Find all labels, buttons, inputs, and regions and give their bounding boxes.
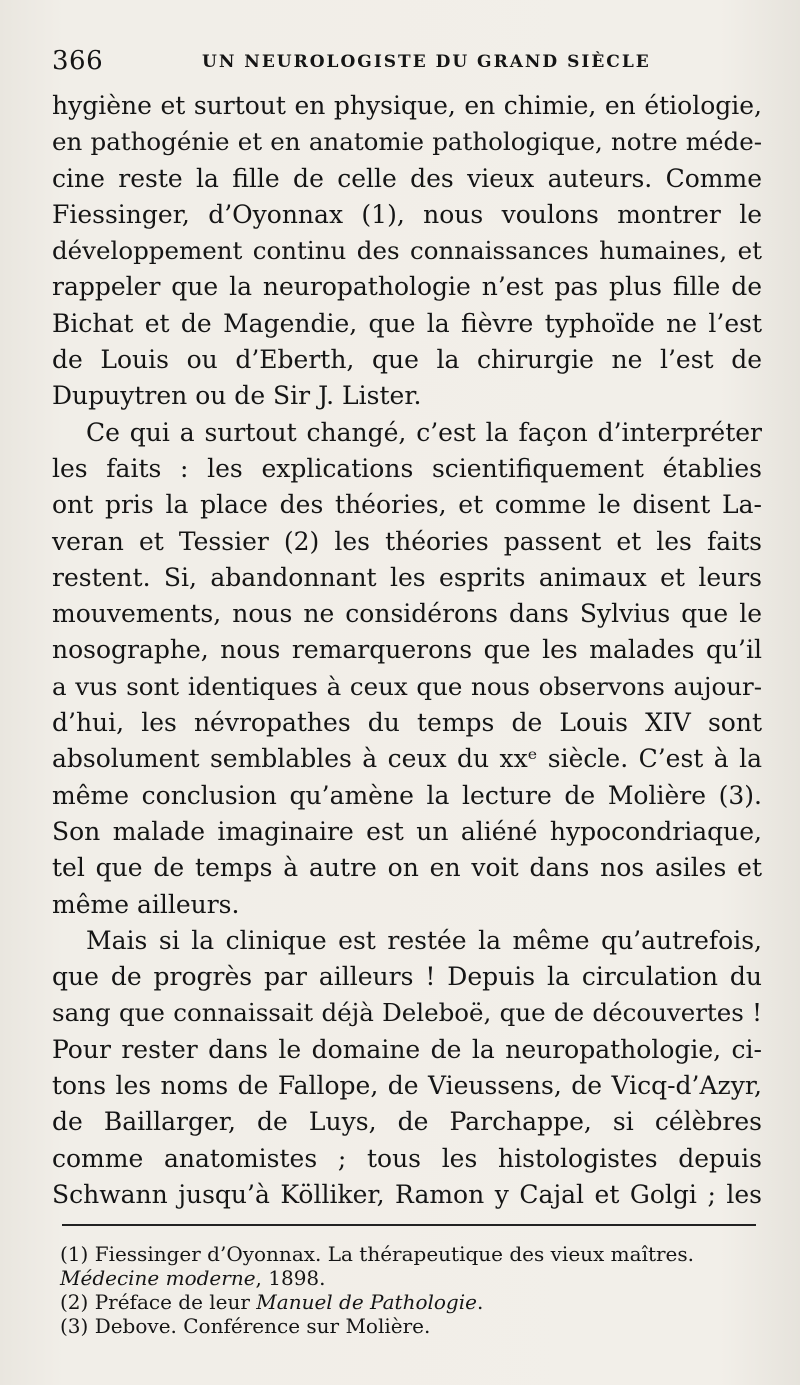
text-line: même ailleurs. — [52, 889, 240, 919]
text-line: Dupuytren ou de Sir J. Lister. — [52, 381, 422, 411]
footnote-1-year: , 1898. — [255, 1266, 326, 1290]
text-line: restent. Si, abandonnant les esprits animaux et leurs — [52, 562, 762, 592]
text-line: même conclusion qu’amène la lecture de Molière (3). — [52, 780, 762, 810]
text-line: Ce qui a surtout changé, c’est la façon d’interpréter — [86, 417, 762, 447]
footnote-1-journal: Médecine moderne — [60, 1266, 256, 1290]
text-line: Bichat et de Magendie, que la fièvre typhoïde ne l’est — [52, 308, 762, 338]
footnotes — [60, 1242, 760, 1338]
text-line: Fiessinger, d’Oyonnax (1), nous voulons montrer le — [52, 199, 762, 229]
text-line: veran et Tessier (2) les théories passent et les faits — [52, 526, 762, 556]
text-line: de Baillarger, de Luys, de Parchappe, si célèbres — [52, 1107, 762, 1137]
text-line: nosographe, nous remarquerons que les malades qu’il — [52, 635, 762, 665]
text-line: Mais si la clinique est restée la même qu’autrefois, — [86, 925, 762, 955]
text-line: rappeler que la neuropathologie n’est pas plus fille de — [52, 272, 762, 302]
text-line: tel que de temps à autre on en voit dans nos asiles et — [52, 853, 762, 883]
body-text — [52, 88, 762, 1213]
text-line: Schwann jusqu’à Kölliker, Ramon y Cajal et Golgi ; les — [52, 1179, 762, 1209]
text-line: que de progrès par ailleurs ! Depuis la circulation du — [52, 962, 762, 992]
text-line: mouvements, nous ne considérons dans Sylvius que le — [52, 599, 762, 629]
footnote-rule — [62, 1224, 756, 1226]
footnote-2-text: (2) Préface de leur — [60, 1290, 257, 1314]
text-line: tons les noms de Fallope, de Vieussens, de Vicq-d’Azyr, — [52, 1071, 762, 1101]
text-line: développement continu des connaissances humaines, et — [52, 236, 762, 266]
footnote-3: (3) Debove. Conférence sur Molière. — [60, 1314, 431, 1338]
text-line: Son malade imaginaire est un aliéné hypocondriaque, — [52, 816, 762, 846]
running-head: UN NEUROLOGISTE DU GRAND SIÈCLE — [202, 52, 651, 72]
text-line: les faits : les explications scientifiquement établies — [52, 453, 762, 483]
text-line: hygiène et surtout en physique, en chimie, en étiologie, — [52, 91, 762, 120]
footnote-1: (1) Fiessinger d’Oyonnax. La thérapeutique des vieux maîtres. — [60, 1242, 695, 1266]
text-line: Pour rester dans le domaine de la neuropathologie, ci- — [52, 1034, 762, 1064]
text-line: en pathogénie et en anatomie pathologique, notre méde- — [52, 127, 762, 157]
text-line: absolument semblables à ceux du xxᵉ siècle. C’est à la — [52, 744, 762, 774]
text-line: sang que connaissait déjà Deleboë, que de découvertes ! — [52, 998, 762, 1028]
page-header — [52, 44, 762, 78]
text-line: comme anatomistes ; tous les histologistes depuis — [52, 1143, 762, 1173]
text-line: ont pris la place des théories, et comme le disent La- — [52, 490, 762, 520]
text-line: d’hui, les névropathes du temps de Louis XIV sont — [52, 708, 762, 738]
text-line: a vus sont identiques à ceux que nous observons aujour- — [52, 671, 762, 701]
text-line: cine reste la fille de celle des vieux auteurs. Comme — [52, 163, 762, 193]
page-number: 366 — [52, 46, 104, 76]
text-line: de Louis ou d’Eberth, que la chirurgie ne l’est de — [52, 345, 762, 375]
footnote-2-title: Manuel de Pathologie — [256, 1290, 477, 1314]
footnote-2 — [60, 1290, 760, 1314]
footnote-2-end: . — [476, 1290, 484, 1314]
footnote-1-continuation — [60, 1266, 760, 1290]
